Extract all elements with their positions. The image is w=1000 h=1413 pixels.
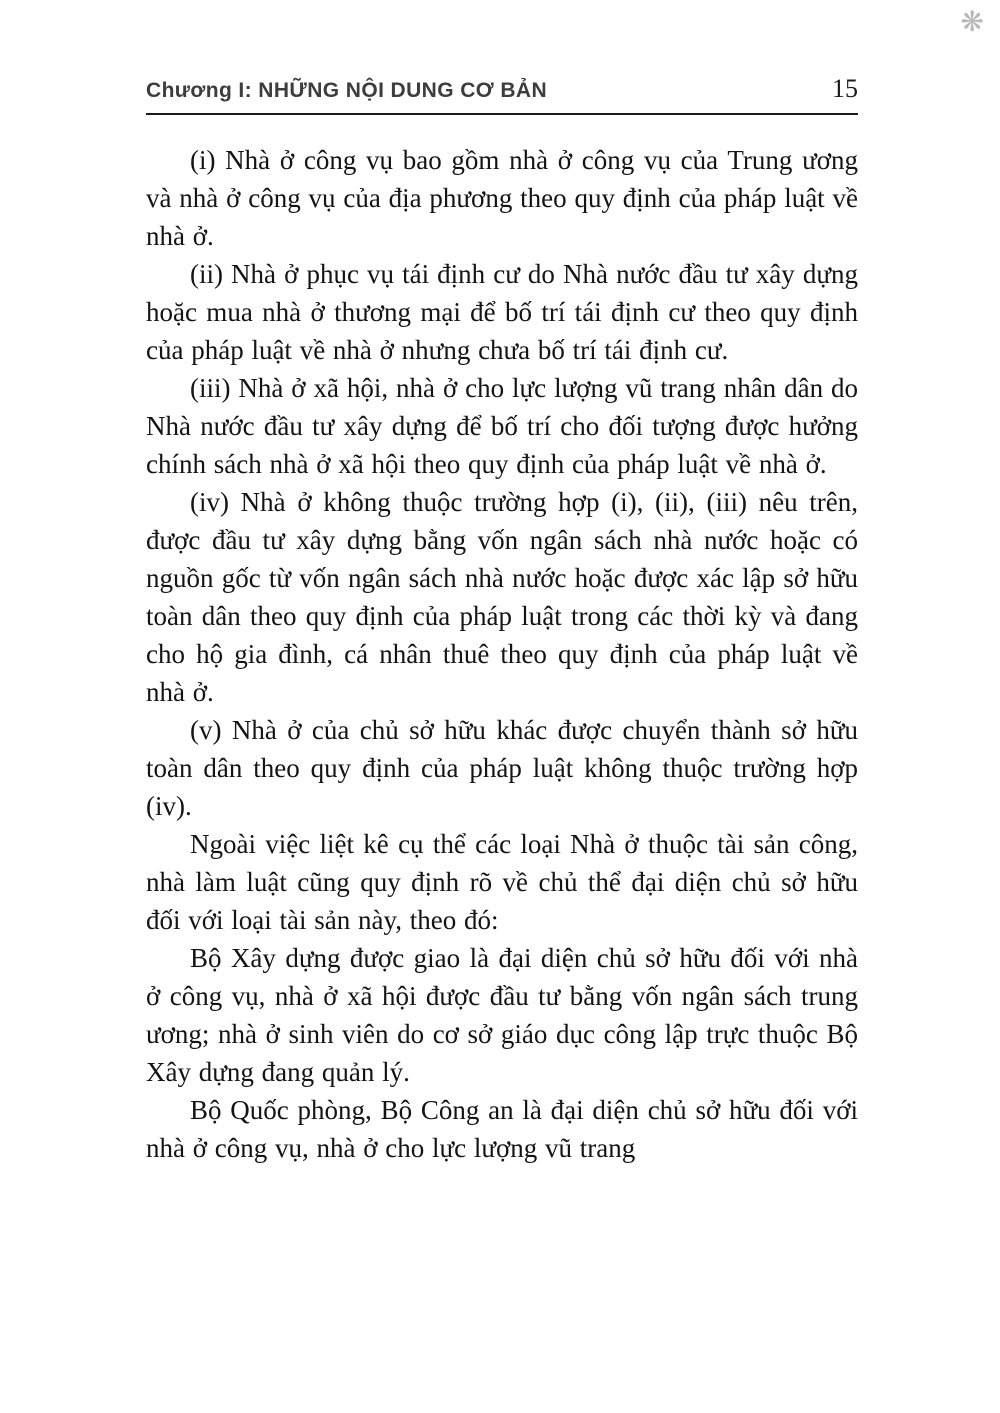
flower-decoration-icon: ❋ bbox=[960, 5, 984, 38]
paragraph: Bộ Quốc phòng, Bộ Công an là đại diện chủ sở hữu đối với nhà ở công vụ, nhà ở cho lực lượng vũ trang bbox=[146, 1095, 858, 1163]
chapter-title: Chương I: NHỮNG NỘI DUNG CƠ BẢN bbox=[146, 79, 548, 102]
paragraph: Ngoài việc liệt kê cụ thể các loại Nhà ở thuộc tài sản công, nhà làm luật cũng quy định rõ về chủ thể đại diện chủ sở hữu đối với loại tài sản này, theo đó: bbox=[146, 829, 858, 935]
paragraph: (iv) Nhà ở không thuộc trường hợp (i), (ii), (iii) nêu trên, được đầu tư xây dựng bằng vốn ngân sách nhà nước hoặc có nguồn gốc từ vốn ngân sách nhà nước hoặc được xác lập sở hữu toàn dân theo quy định của pháp luật trong các thời kỳ và đang cho hộ gia đình, cá nhân thuê theo quy định của pháp luật về nhà ở. bbox=[146, 487, 858, 707]
page-header bbox=[146, 74, 858, 115]
paragraph: (i) Nhà ở công vụ bao gồm nhà ở công vụ của Trung ương và nhà ở công vụ của địa phương theo quy định của pháp luật về nhà ở. bbox=[146, 145, 858, 251]
paragraph: (ii) Nhà ở phục vụ tái định cư do Nhà nước đầu tư xây dựng hoặc mua nhà ở thương mại để bố trí tái định cư theo quy định của pháp luật về nhà ở nhưng chưa bố trí tái định cư. bbox=[146, 259, 858, 365]
paragraph: (iii) Nhà ở xã hội, nhà ở cho lực lượng vũ trang nhân dân do Nhà nước đầu tư xây dựng để bố trí cho đối tượng được hưởng chính sách nhà ở xã hội theo quy định của pháp luật về nhà ở. bbox=[146, 373, 858, 479]
paragraph: (v) Nhà ở của chủ sở hữu khác được chuyển thành sở hữu toàn dân theo quy định của pháp luật không thuộc trường hợp (iv). bbox=[146, 715, 858, 821]
page-number: 15 bbox=[832, 74, 858, 103]
paragraphs bbox=[146, 141, 858, 1167]
page-content bbox=[146, 0, 858, 1167]
paragraph: Bộ Xây dựng được giao là đại diện chủ sở hữu đối với nhà ở công vụ, nhà ở xã hội được đầu tư bằng vốn ngân sách trung ương; nhà ở sinh viên do cơ sở giáo dục công lập trực thuộc Bộ Xây dựng đang quản lý. bbox=[146, 943, 858, 1087]
